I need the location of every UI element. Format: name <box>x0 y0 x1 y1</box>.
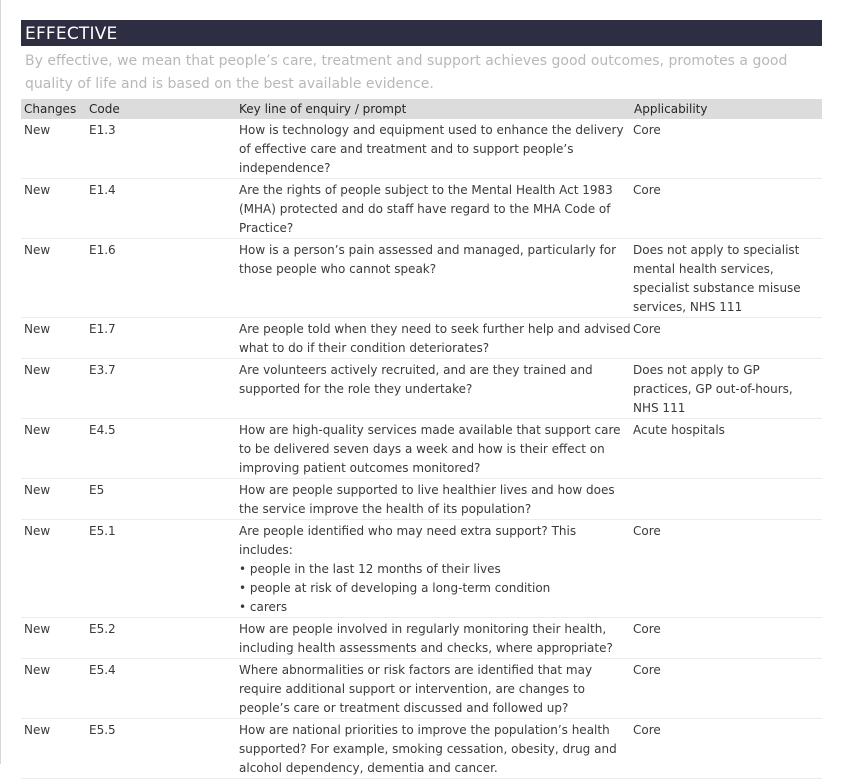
row-prompt <box>236 239 631 318</box>
row-prompt <box>236 479 631 520</box>
row-applicability: Core <box>631 618 822 659</box>
row-prompt <box>236 119 631 179</box>
prompt-text: How is a person’s pain assessed and managed, particularly for those people who cannot speak? <box>239 243 617 276</box>
header-applicability: Applicability <box>634 102 708 116</box>
row-code: E1.3 <box>86 119 236 179</box>
table-row <box>21 419 822 479</box>
row-code: E4.5 <box>86 419 236 479</box>
header-code: Code <box>89 102 120 116</box>
prompt-text: How are people supported to live healthier lives and how does the service improve the health of its population? <box>239 483 615 516</box>
table-body <box>21 119 822 779</box>
row-prompt <box>236 520 631 618</box>
row-changes: New <box>21 520 86 618</box>
row-code: E3.7 <box>86 359 236 419</box>
header-changes: Changes <box>24 102 77 116</box>
prompt-text: How are national priorities to improve the population’s health supported? For example, smoking cessation, obesity, drug and alcohol dependency, dementia and cancer. <box>239 723 617 775</box>
header-prompt: Key line of enquiry / prompt <box>239 102 407 116</box>
prompt-bullet-item: • carers <box>239 598 631 617</box>
row-prompt <box>236 359 631 419</box>
row-code: E5.4 <box>86 659 236 719</box>
prompt-text: How are people involved in regularly monitoring their health, including health assessments and checks, where appropriate? <box>239 622 613 655</box>
prompt-text: How is technology and equipment used to enhance the delivery of effective care and treatment and to support people’s independence? <box>239 123 624 175</box>
row-changes: New <box>21 419 86 479</box>
row-applicability: Core <box>631 318 822 359</box>
row-prompt <box>236 318 631 359</box>
section-title: EFFECTIVE <box>21 20 822 46</box>
table-row <box>21 520 822 618</box>
prompt-text: Are people told when they need to seek further help and advised what to do if their condition deteriorates? <box>239 322 631 355</box>
table-row <box>21 119 822 179</box>
row-prompt <box>236 659 631 719</box>
row-changes: New <box>21 359 86 419</box>
row-changes: New <box>21 318 86 359</box>
page-left-border <box>0 0 1 764</box>
row-prompt <box>236 618 631 659</box>
row-applicability: Core <box>631 179 822 239</box>
section-intro: By effective, we mean that people’s care, treatment and support achieves good outcomes, promotes a good quality of life and is based on the best available evidence. <box>25 53 788 92</box>
prompt-text: Where abnormalities or risk factors are identified that may require additional support or intervention, are changes to people’s care or treatment discussed and followed up? <box>239 663 593 715</box>
prompt-bullet-list <box>239 560 631 617</box>
prompt-text: Are volunteers actively recruited, and are they trained and supported for the role they undertake? <box>239 363 593 396</box>
row-changes: New <box>21 719 86 779</box>
row-changes: New <box>21 239 86 318</box>
table-row <box>21 359 822 419</box>
prompt-bullet-item: • people at risk of developing a long-term condition <box>239 579 631 598</box>
kloe-table <box>21 99 822 779</box>
table-row <box>21 719 822 779</box>
row-changes: New <box>21 659 86 719</box>
row-code: E1.7 <box>86 318 236 359</box>
table-row <box>21 239 822 318</box>
row-code: E5.5 <box>86 719 236 779</box>
row-code: E5 <box>86 479 236 520</box>
row-changes: New <box>21 179 86 239</box>
table-row <box>21 318 822 359</box>
row-applicability: Core <box>631 659 822 719</box>
row-code: E1.6 <box>86 239 236 318</box>
row-code: E1.4 <box>86 179 236 239</box>
row-prompt <box>236 179 631 239</box>
table-header-row <box>21 99 822 119</box>
row-applicability: Core <box>631 119 822 179</box>
row-applicability: Core <box>631 719 822 779</box>
row-applicability: Acute hospitals <box>631 419 822 479</box>
row-applicability <box>631 479 822 520</box>
prompt-text: Are people identified who may need extra support? This includes: <box>239 524 577 557</box>
row-applicability: Does not apply to specialist mental health services, specialist substance misuse services, NHS 111 <box>631 239 822 318</box>
table-row <box>21 179 822 239</box>
row-prompt <box>236 419 631 479</box>
prompt-bullet-item: • people in the last 12 months of their lives <box>239 560 631 579</box>
table-row <box>21 659 822 719</box>
prompt-text: How are high-quality services made available that support care to be delivered seven days a week and how is their effect on improving patient outcomes monitored? <box>239 423 621 475</box>
effective-section <box>21 20 822 779</box>
row-applicability: Does not apply to GP practices, GP out-of-hours, NHS 111 <box>631 359 822 419</box>
table-row <box>21 479 822 520</box>
row-code: E5.2 <box>86 618 236 659</box>
row-changes: New <box>21 618 86 659</box>
row-changes: New <box>21 479 86 520</box>
prompt-text: Are the rights of people subject to the Mental Health Act 1983 (MHA) protected and do staff have regard to the MHA Code of Practice? <box>239 183 613 235</box>
row-applicability: Core <box>631 520 822 618</box>
row-prompt <box>236 719 631 779</box>
table-row <box>21 618 822 659</box>
row-code: E5.1 <box>86 520 236 618</box>
row-changes: New <box>21 119 86 179</box>
